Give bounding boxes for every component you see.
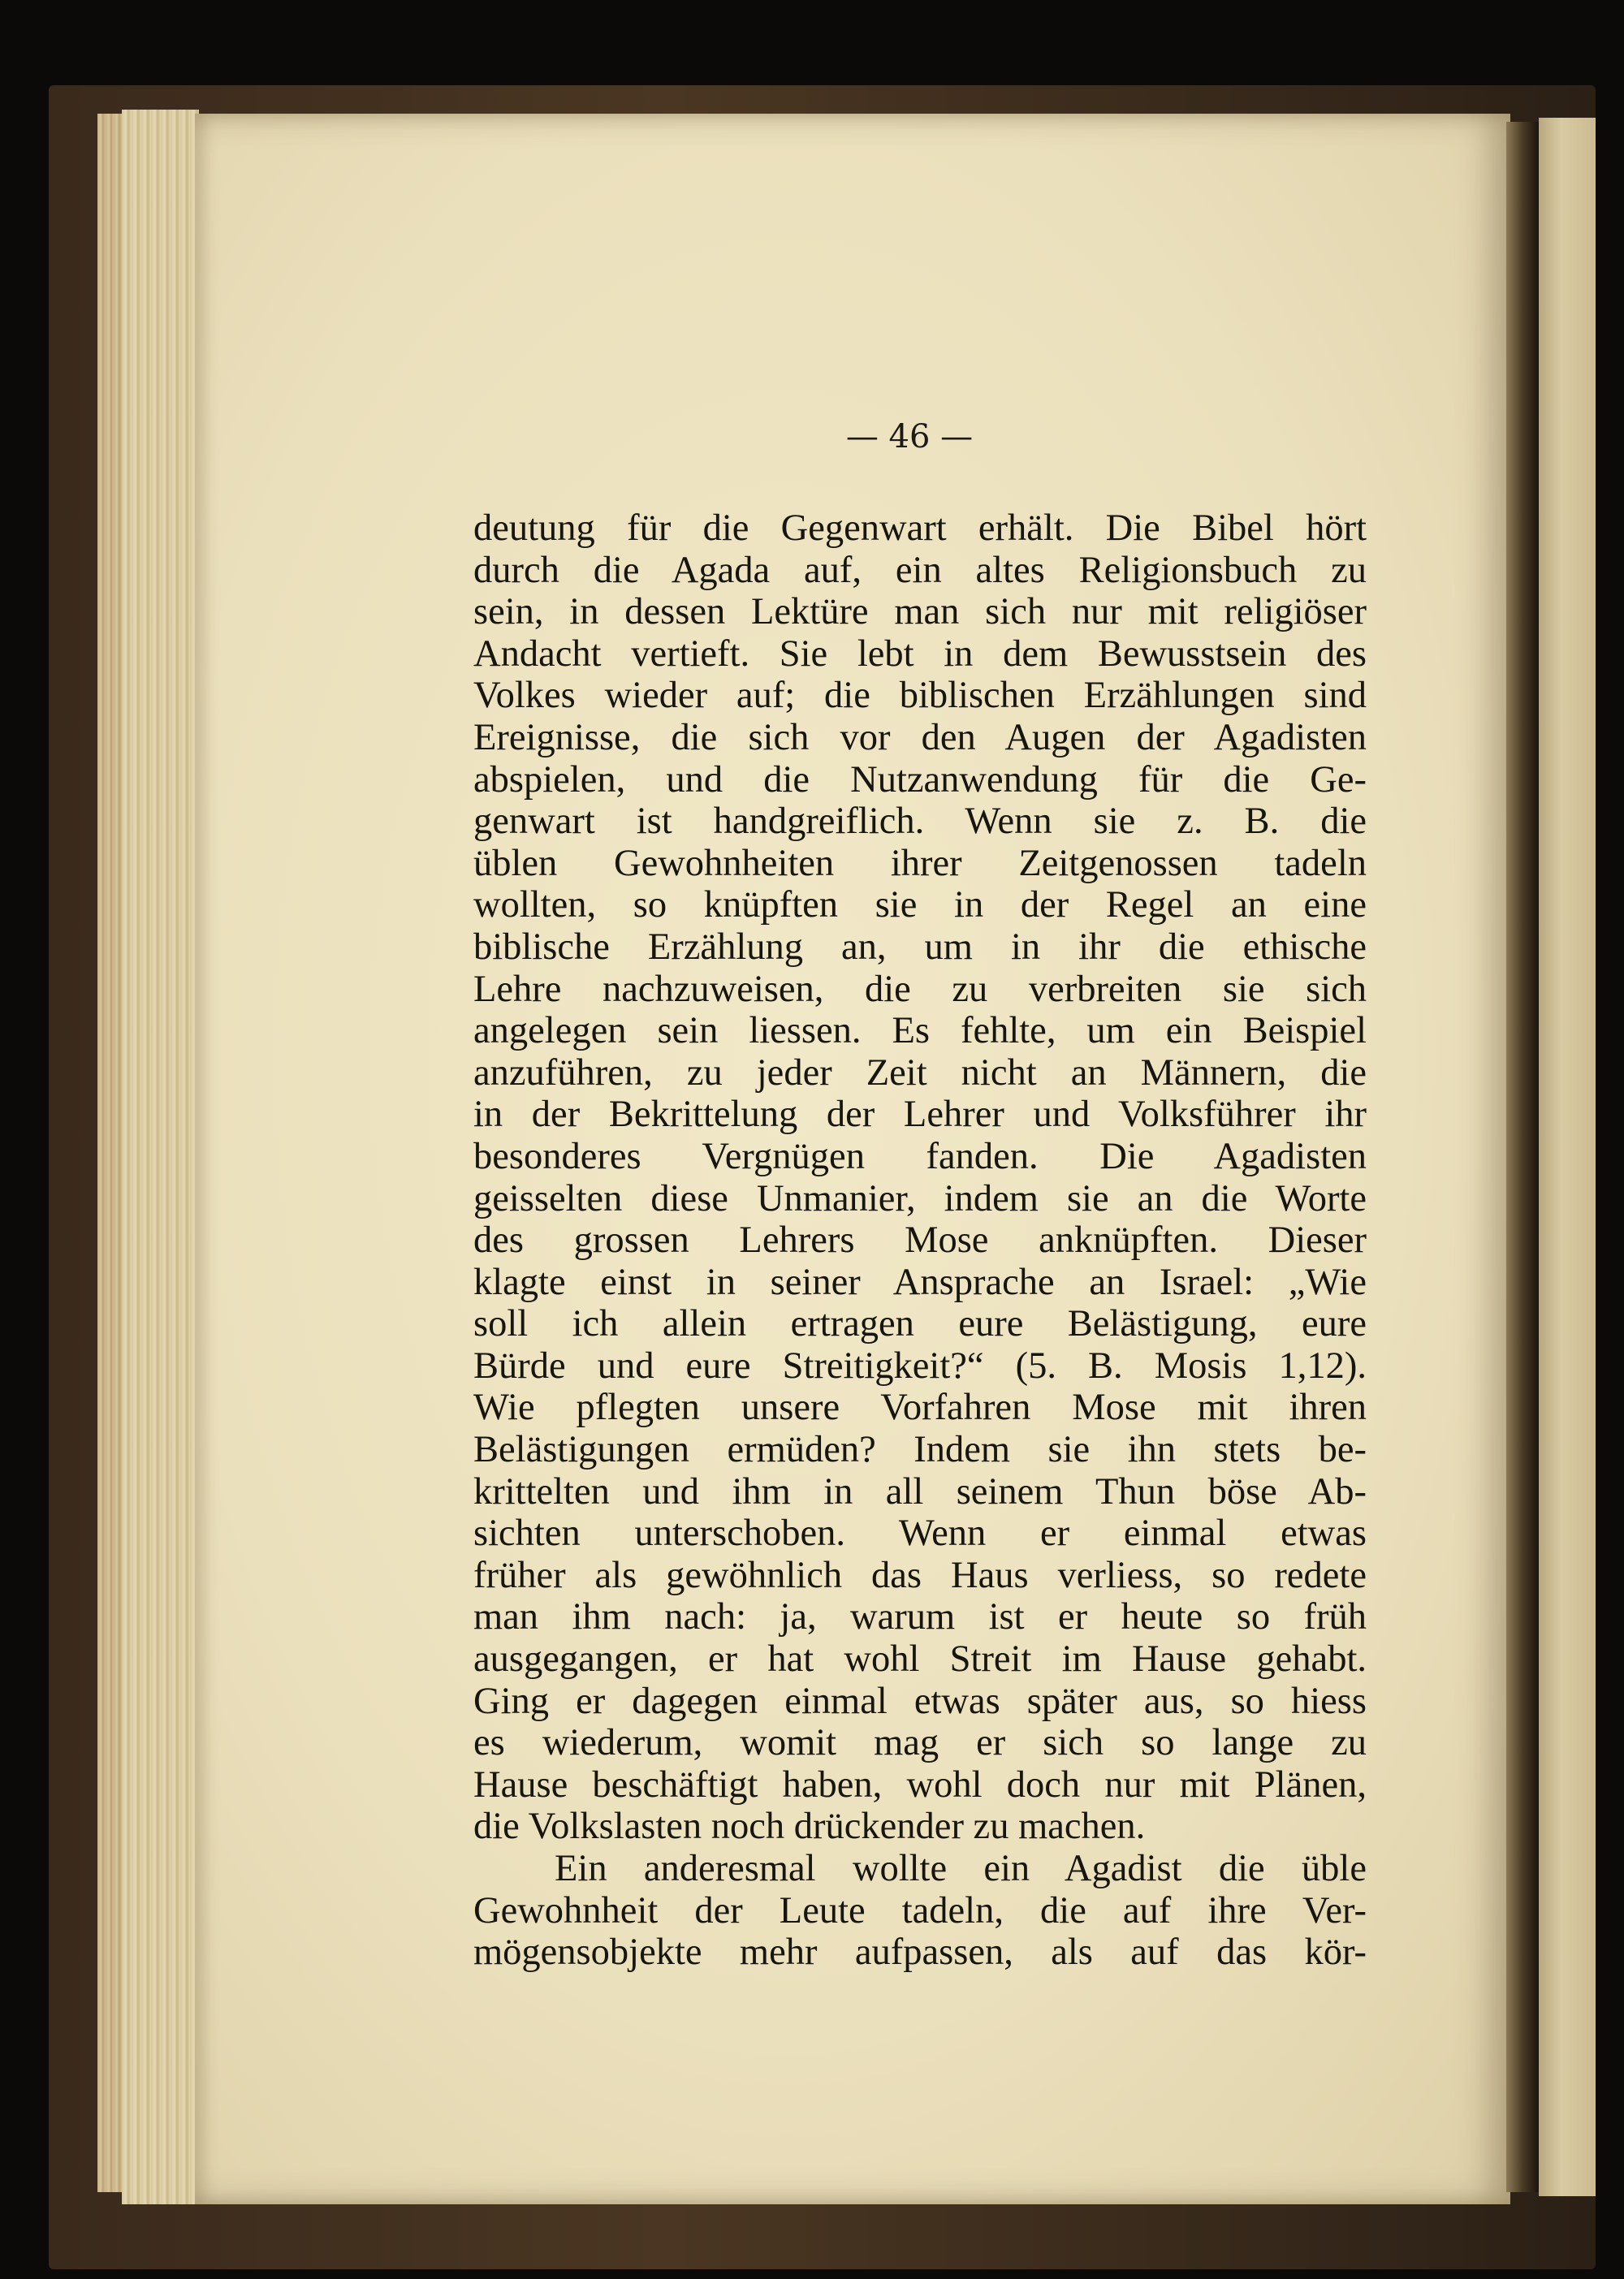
text-line: Gewohnheit der Leute tadeln, die auf ihre Ver- <box>473 1889 1367 1932</box>
text-line: sichten unterschoben. Wenn er einmal etwas <box>473 1513 1367 1555</box>
text-line: mögensobjekte mehr aufpassen, als auf das kör- <box>473 1932 1367 1974</box>
facing-page-edge <box>1539 118 1596 2196</box>
text-line: früher als gewöhnlich das Haus verliess, so redete <box>473 1554 1367 1596</box>
text-line: besonderes Vergnügen fanden. Die Agadisten <box>473 1135 1367 1177</box>
text-line: Andacht vertieft. Sie lebt in dem Bewusstsein des <box>473 632 1367 675</box>
text-line: Ging er dagegen einmal etwas später aus, so hiess <box>473 1680 1367 1722</box>
text-line: soll ich allein ertragen eure Belästigung, eure <box>473 1303 1367 1345</box>
text-line: wollten, so knüpften sie in der Regel an eine <box>473 884 1367 926</box>
page-stack-edge <box>122 110 199 2204</box>
text-line: es wiederum, womit mag er sich so lange zu <box>473 1722 1367 1764</box>
page-number: — 46 — <box>845 418 974 455</box>
text-line: des grossen Lehrers Mose anknüpften. Dieser <box>473 1219 1367 1262</box>
text-line: Bürde und eure Streitigkeit?“ (5. B. Mosis 1,12). <box>473 1345 1367 1387</box>
text-line: durch die Agada auf, ein altes Religionsbuch zu <box>473 549 1367 591</box>
text-line: in der Bekrittelung der Lehrer und Volksführer ihr <box>473 1094 1367 1136</box>
text-line: ausgegangen, er hat wohl Streit im Hause gehabt. <box>473 1638 1367 1681</box>
text-line: abspielen, und die Nutzanwendung für die Ge- <box>473 758 1367 801</box>
text-line: Hause beschäftigt haben, wohl doch nur mit Plänen, <box>473 1763 1367 1806</box>
text-line: sein, in dessen Lektüre man sich nur mit religiöser <box>473 591 1367 633</box>
text-line: üblen Gewohnheiten ihrer Zeitgenossen tadeln <box>473 842 1367 884</box>
text-line: deutung für die Gegenwart erhält. Die Bibel hört <box>473 507 1367 549</box>
text-line: die Volkslasten noch drückender zu machen. <box>473 1806 1146 1848</box>
text-line: geisselten diese Unmanier, indem sie an die Worte <box>473 1177 1367 1219</box>
text-line: Belästigungen ermüden? Indem sie ihn stets be- <box>473 1429 1367 1471</box>
book-gutter <box>1506 122 1539 2192</box>
text-line: angelegen sein liessen. Es fehlte, um ein Beispiel <box>473 1010 1367 1052</box>
text-line: Ereignisse, die sich vor den Augen der Agadisten <box>473 716 1367 758</box>
text-line: Volkes wieder auf; die biblischen Erzählungen sind <box>473 675 1367 717</box>
text-line: anzuführen, zu jeder Zeit nicht an Männern, die <box>473 1051 1367 1094</box>
text-line: Lehre nachzuweisen, die zu verbreiten sie sich <box>473 968 1367 1010</box>
text-line: krittelten und ihm in all seinem Thun böse Ab- <box>473 1470 1367 1513</box>
text-line: Ein anderesmal wollte ein Agadist die üble <box>555 1848 1367 1889</box>
body-text <box>473 507 1367 1974</box>
text-line: genwart ist handgreiflich. Wenn sie z. B. die <box>473 801 1367 843</box>
text-line: biblische Erzählung an, um in ihr die ethische <box>473 926 1367 968</box>
text-line: Wie pflegten unsere Vorfahren Mose mit ihren <box>473 1387 1367 1429</box>
text-line: man ihm nach: ja, warum ist er heute so früh <box>473 1596 1367 1638</box>
text-line: klagte einst in seiner Ansprache an Israel: „Wie <box>473 1261 1367 1303</box>
